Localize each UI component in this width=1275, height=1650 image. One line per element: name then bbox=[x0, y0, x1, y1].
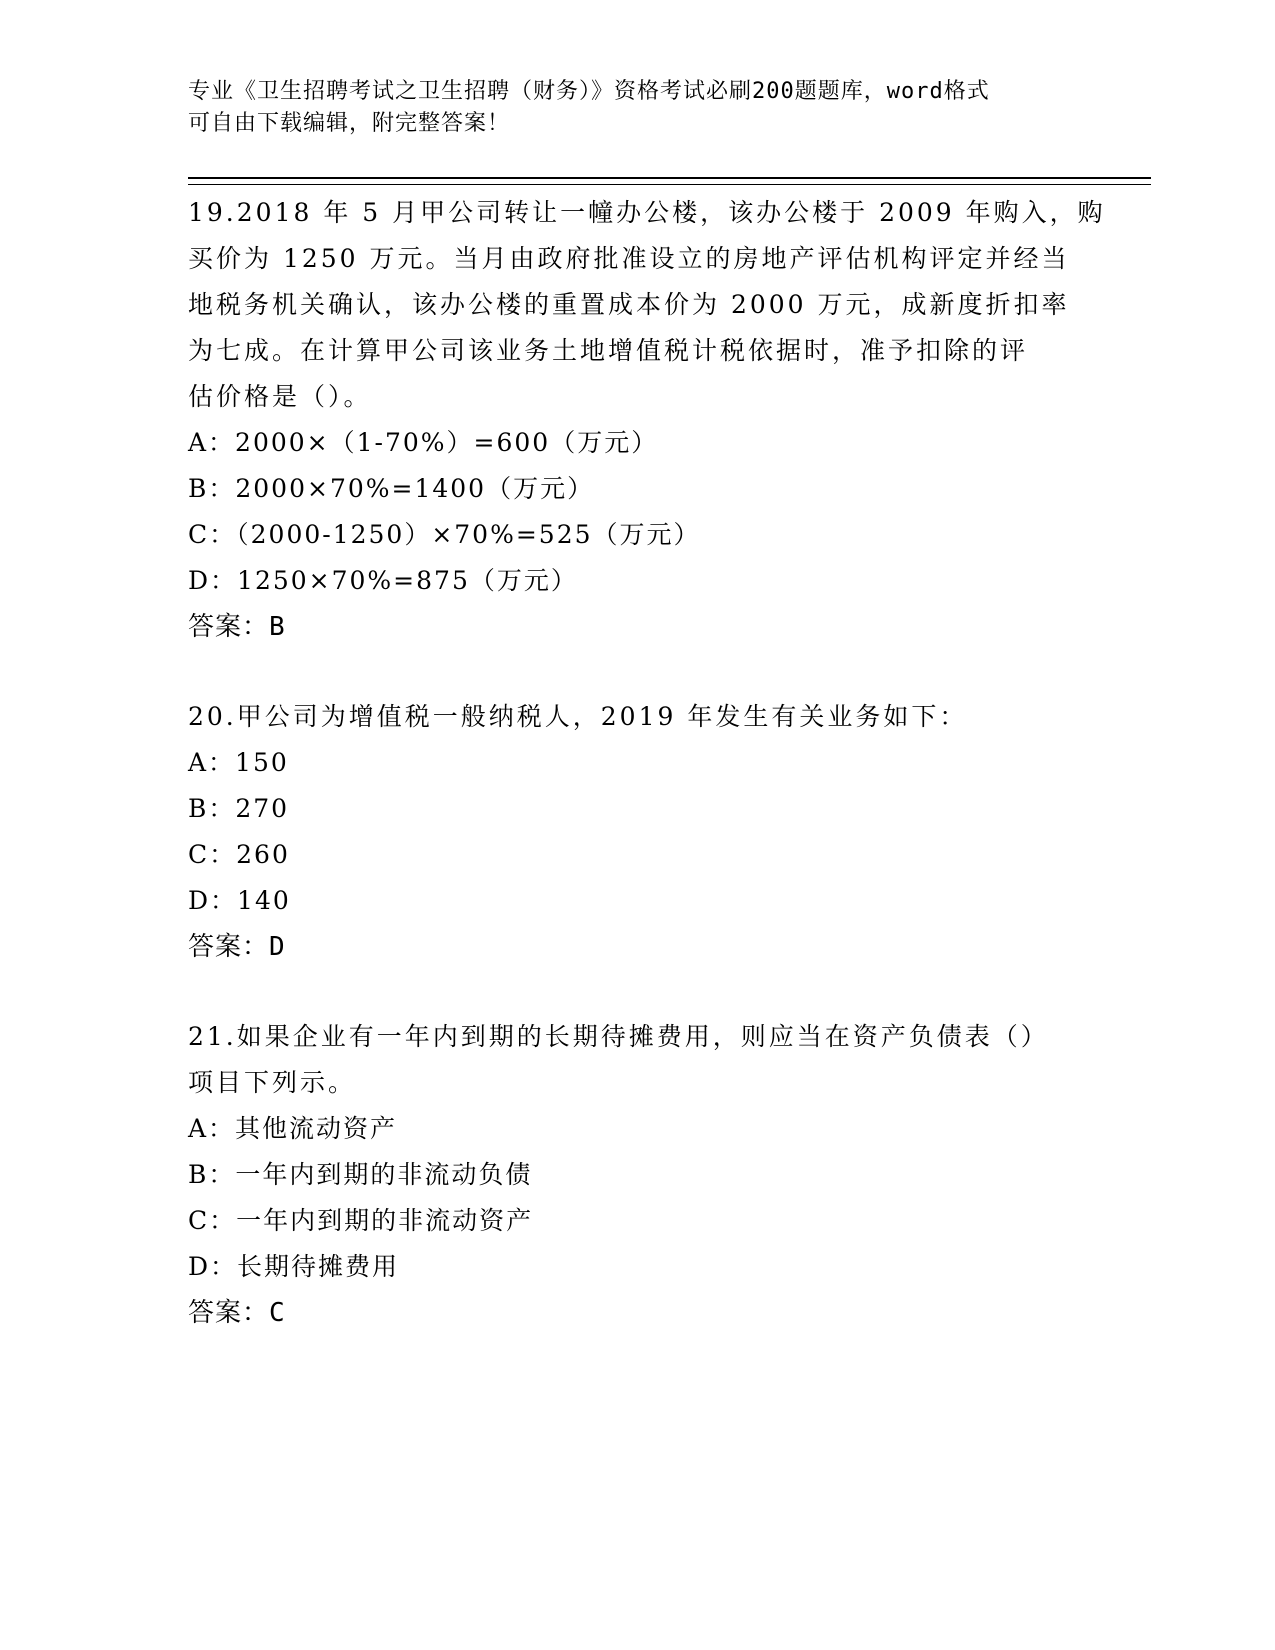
header-line-1: 专业《卫生招聘考试之卫生招聘（财务）》资格考试必刷200题题库，word格式 bbox=[188, 79, 990, 104]
option-d: D：1250×70%=875（万元） bbox=[188, 566, 578, 595]
question-text-line: 21.如果企业有一年内到期的长期待摊费用，则应当在资产负债表（） bbox=[188, 1022, 1049, 1051]
answer-line: 答案：D bbox=[188, 932, 286, 962]
option-c: C：一年内到期的非流动资产 bbox=[188, 1206, 534, 1235]
option-b: B：一年内到期的非流动负债 bbox=[188, 1160, 533, 1189]
question-text-line: 为七成。在计算甲公司该业务土地增值税计税依据时，准予扣除的评 bbox=[188, 336, 1029, 365]
question-text-line: 20.甲公司为增值税一般纳税人，2019 年发生有关业务如下： bbox=[188, 702, 968, 731]
header-line-2: 可自由下载编辑，附完整答案！ bbox=[188, 111, 511, 136]
option-a: A：2000×（1-70%）=600（万元） bbox=[188, 428, 659, 457]
question-21 bbox=[188, 1014, 1088, 1336]
document-header bbox=[188, 76, 1088, 140]
answer-line: 答案：C bbox=[188, 1298, 286, 1328]
option-a: A：其他流动资产 bbox=[188, 1114, 398, 1143]
question-text-line: 项目下列示。 bbox=[188, 1068, 357, 1097]
option-d: D：长期待摊费用 bbox=[188, 1252, 400, 1281]
question-text-line: 估价格是（）。 bbox=[188, 382, 372, 411]
question-spacer bbox=[188, 650, 1088, 694]
question-spacer bbox=[188, 970, 1088, 1014]
answer-line: 答案：B bbox=[188, 612, 286, 642]
question-text-line: 买价为 1250 万元。当月由政府批准设立的房地产评估机构评定并经当 bbox=[188, 244, 1070, 273]
option-a: A：150 bbox=[188, 748, 289, 777]
option-b: B：270 bbox=[188, 794, 290, 823]
option-b: B：2000×70%=1400（万元） bbox=[188, 474, 595, 503]
option-d: D：140 bbox=[188, 886, 291, 915]
question-list bbox=[188, 190, 1106, 1336]
question-19 bbox=[188, 190, 1106, 650]
question-text-line: 19.2018 年 5 月甲公司转让一幢办公楼，该办公楼于 2009 年购入，购 bbox=[188, 198, 1106, 227]
option-c: C：260 bbox=[188, 840, 290, 869]
question-text-line: 地税务机关确认，该办公楼的重置成本价为 2000 万元，成新度折扣率 bbox=[188, 290, 1070, 319]
option-c: C：（2000-1250）×70%=525（万元） bbox=[188, 520, 701, 549]
header-divider bbox=[188, 177, 1151, 185]
question-20 bbox=[188, 694, 1088, 970]
